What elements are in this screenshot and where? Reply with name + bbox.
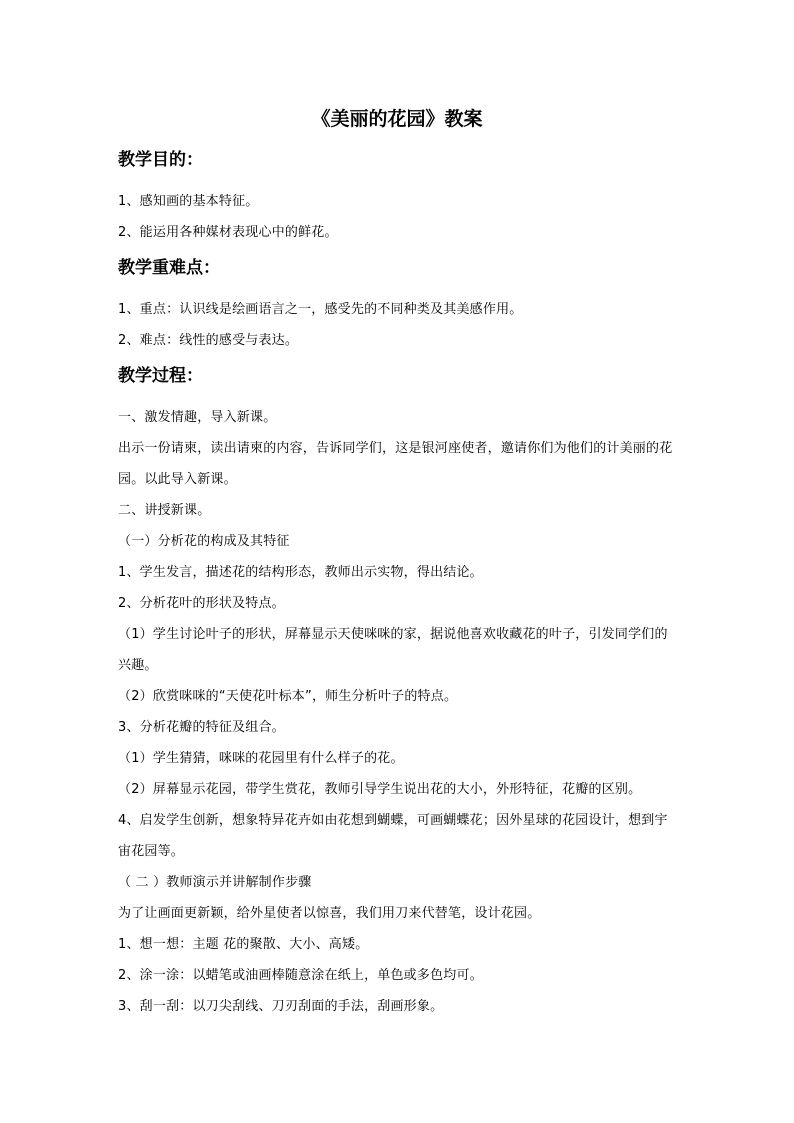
section-process bbox=[118, 364, 678, 1022]
text-line: 1、感知画的基本特征。 bbox=[118, 194, 259, 209]
text-line: 2、能运用各种媒材表现心中的鲜花。 bbox=[118, 225, 338, 240]
text-line: （ 二 ）教师演示并讲解制作步骤 bbox=[118, 875, 312, 890]
text-line: 2、涂一涂：以蜡笔或油画棒随意涂在纸上，单色或多色均可。 bbox=[118, 968, 483, 983]
text-line: 1、重点：认识线是绘画语言之一，感受先的不同种类及其美感作用。 bbox=[118, 302, 523, 317]
document-title: 《美丽的花园》教案 bbox=[311, 108, 483, 130]
text-line: 二、讲授新课。 bbox=[118, 503, 211, 518]
text-line: （1）学生猜猜，咪咪的花园里有什么样子的花。 bbox=[118, 751, 404, 766]
text-line: （2）欣赏咪咪的“天使花叶标本”，师生分析叶子的特点。 bbox=[118, 689, 458, 704]
section-key-points bbox=[118, 256, 678, 356]
text-line: 1、学生发言，描述花的结构形态，教师出示实物，得出结论。 bbox=[118, 565, 483, 580]
text-line: （2）屏幕显示花园，带学生赏花，教师引导学生说出花的大小，外形特征，花瓣的区别。 bbox=[118, 782, 642, 797]
section-heading: 教学过程： bbox=[118, 366, 203, 386]
text-line: 3、刮一刮：以刀尖刮线、刀刃刮面的手法，刮画形象。 bbox=[118, 999, 444, 1014]
text-line: 2、分析花叶的形状及特点。 bbox=[118, 596, 285, 611]
section-objectives bbox=[118, 148, 678, 248]
text-line: 2、难点：线性的感受与表达。 bbox=[118, 333, 299, 348]
text-line: 3、分析花瓣的特征及组合。 bbox=[118, 720, 285, 735]
document-body bbox=[118, 148, 678, 1030]
text-line: （一）分析花的构成及其特征 bbox=[118, 534, 290, 549]
text-line: 1、想一想：主题 花的聚散、大小、高矮。 bbox=[118, 937, 369, 952]
section-lines bbox=[118, 294, 678, 356]
text-line: 一、激发情趣，导入新课。 bbox=[118, 410, 277, 425]
text-line: 4、启发学生创新，想象特异花卉如由花想到蝴蝶，可画蝴蝶花；因外星球的花园设计，想到宇宙花园等。 bbox=[118, 813, 668, 859]
text-line: 为了让画面更新颖，给外星使者以惊喜，我们用刀来代替笔，设计花园。 bbox=[118, 906, 541, 921]
text-line: 出示一份请柬，读出请柬的内容，告诉同学们，这是银河座使者，邀请你们为他们的计美丽的花园。以此导入新课。 bbox=[118, 441, 673, 487]
section-heading: 教学目的： bbox=[118, 150, 203, 170]
section-lines bbox=[118, 402, 678, 1022]
section-lines bbox=[118, 186, 678, 248]
section-heading: 教学重难点： bbox=[118, 258, 220, 278]
text-line: （1）学生讨论叶子的形状，屏幕显示天使咪咪的家，据说他喜欢收藏花的叶子，引发同学们的兴趣。 bbox=[118, 627, 668, 673]
